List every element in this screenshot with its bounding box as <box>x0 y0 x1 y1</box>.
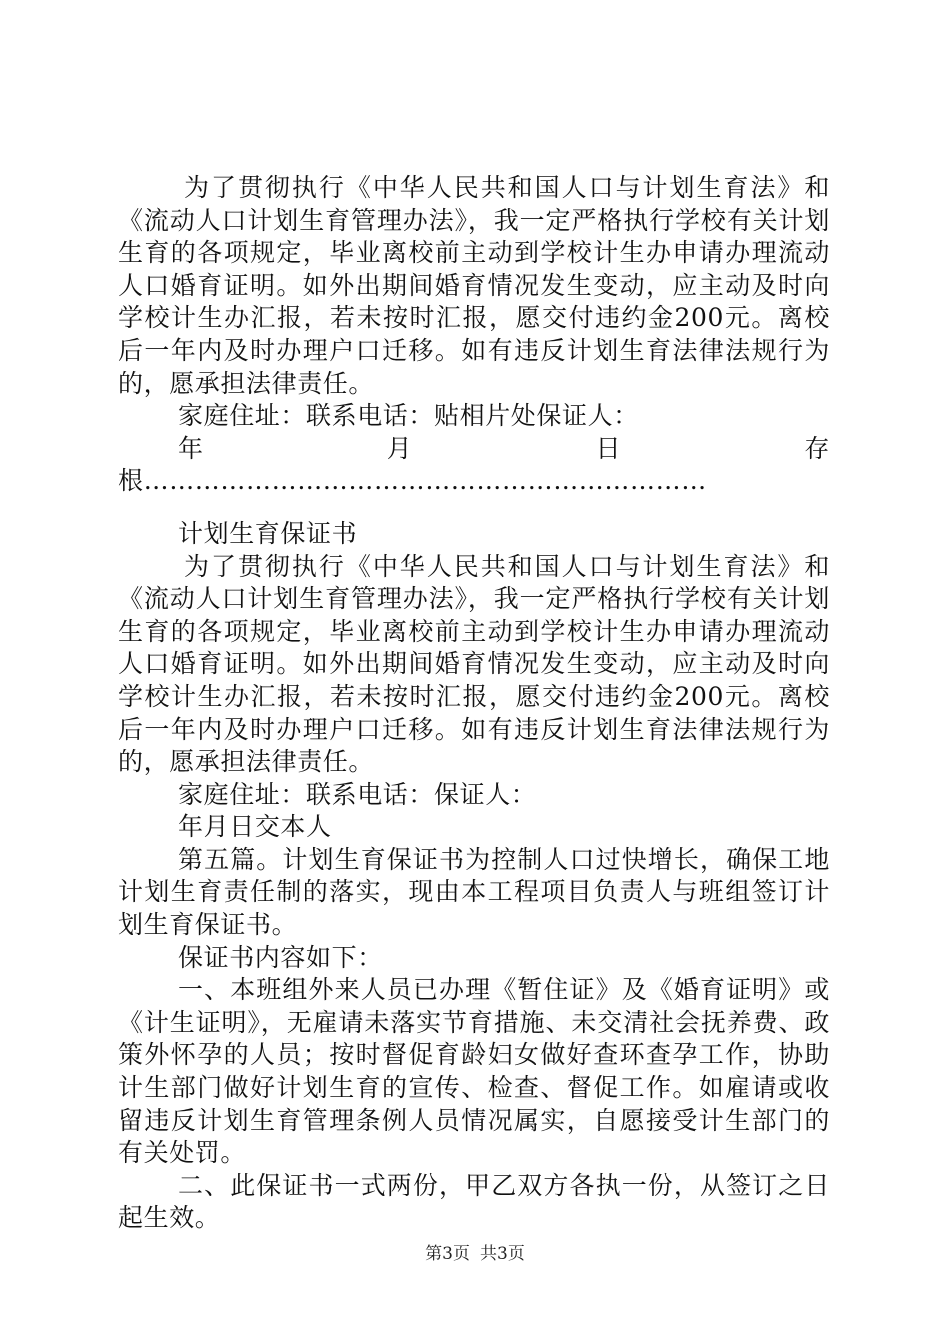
paragraph-date-line: 年月日交本人 <box>178 812 332 842</box>
page-footer <box>0 1243 950 1265</box>
section-heading: 计划生育保证书 <box>178 518 358 548</box>
section-gap <box>118 498 830 518</box>
paragraph-pledge-intro: 为了贯彻执行《中华人民共和国人口与计划生育法》和《流动人口计划生育管理办法》，我一定严格执行学校有关计划生育的各项规定，毕业离校前主动到学校计生办申请办理流动人口婚育证明。如外出期间婚育情况发生变动，应主动及时向学校计生办汇报，若未按时汇报，愿交付违约金200元。离校后一年内及时办理户口迁移。如有违反计划生育法律法规行为的，愿承担法律责任。 <box>118 173 830 398</box>
paragraph-content-heading: 保证书内容如下： <box>178 942 383 972</box>
paragraph-address-line: 家庭住址：联系电话：贴相片处保证人： <box>178 401 639 431</box>
paragraph-clause-two: 二、此保证书一式两份，甲乙双方各执一份，从签订之日起生效。 <box>118 1170 830 1233</box>
paragraph-stub-line: 年月日存根………………………………………………………… <box>118 433 830 496</box>
paragraph-clause-one: 一、本班组外来人员已办理《暂住证》及《婚育证明》或《计生证明》，无雇请未落实节育措施、未交清社会抚养费、政策外怀孕的人员；按时督促育龄妇女做好查环查孕工作，协助计生部门做好计划生育的宣传、检查、督促工作。如雇请或收留违反计划生育管理条例人员情况属实，自愿接受计生部门的有关处罚。 <box>118 975 830 1168</box>
page-total: 共3页 <box>480 1244 525 1264</box>
document-body <box>118 172 830 1235</box>
page-number: 第3页 <box>425 1244 470 1264</box>
paragraph-address-line-2: 家庭住址：联系电话：保证人： <box>178 779 537 809</box>
paragraph-chapter-five: 第五篇。计划生育保证书为控制人口过快增长，确保工地计划生育责任制的落实，现由本工程项目负责人与班组签订计划生育保证书。 <box>118 844 830 940</box>
paragraph-pledge-repeat: 为了贯彻执行《中华人民共和国人口与计划生育法》和《流动人口计划生育管理办法》，我一定严格执行学校有关计划生育的各项规定，毕业离校前主动到学校计生办申请办理流动人口婚育证明。如外出期间婚育情况发生变动，应主动及时向学校计生办汇报，若未按时汇报，愿交付违约金200元。离校后一年内及时办理户口迁移。如有违反计划生育法律法规行为的，愿承担法律责任。 <box>118 551 830 777</box>
